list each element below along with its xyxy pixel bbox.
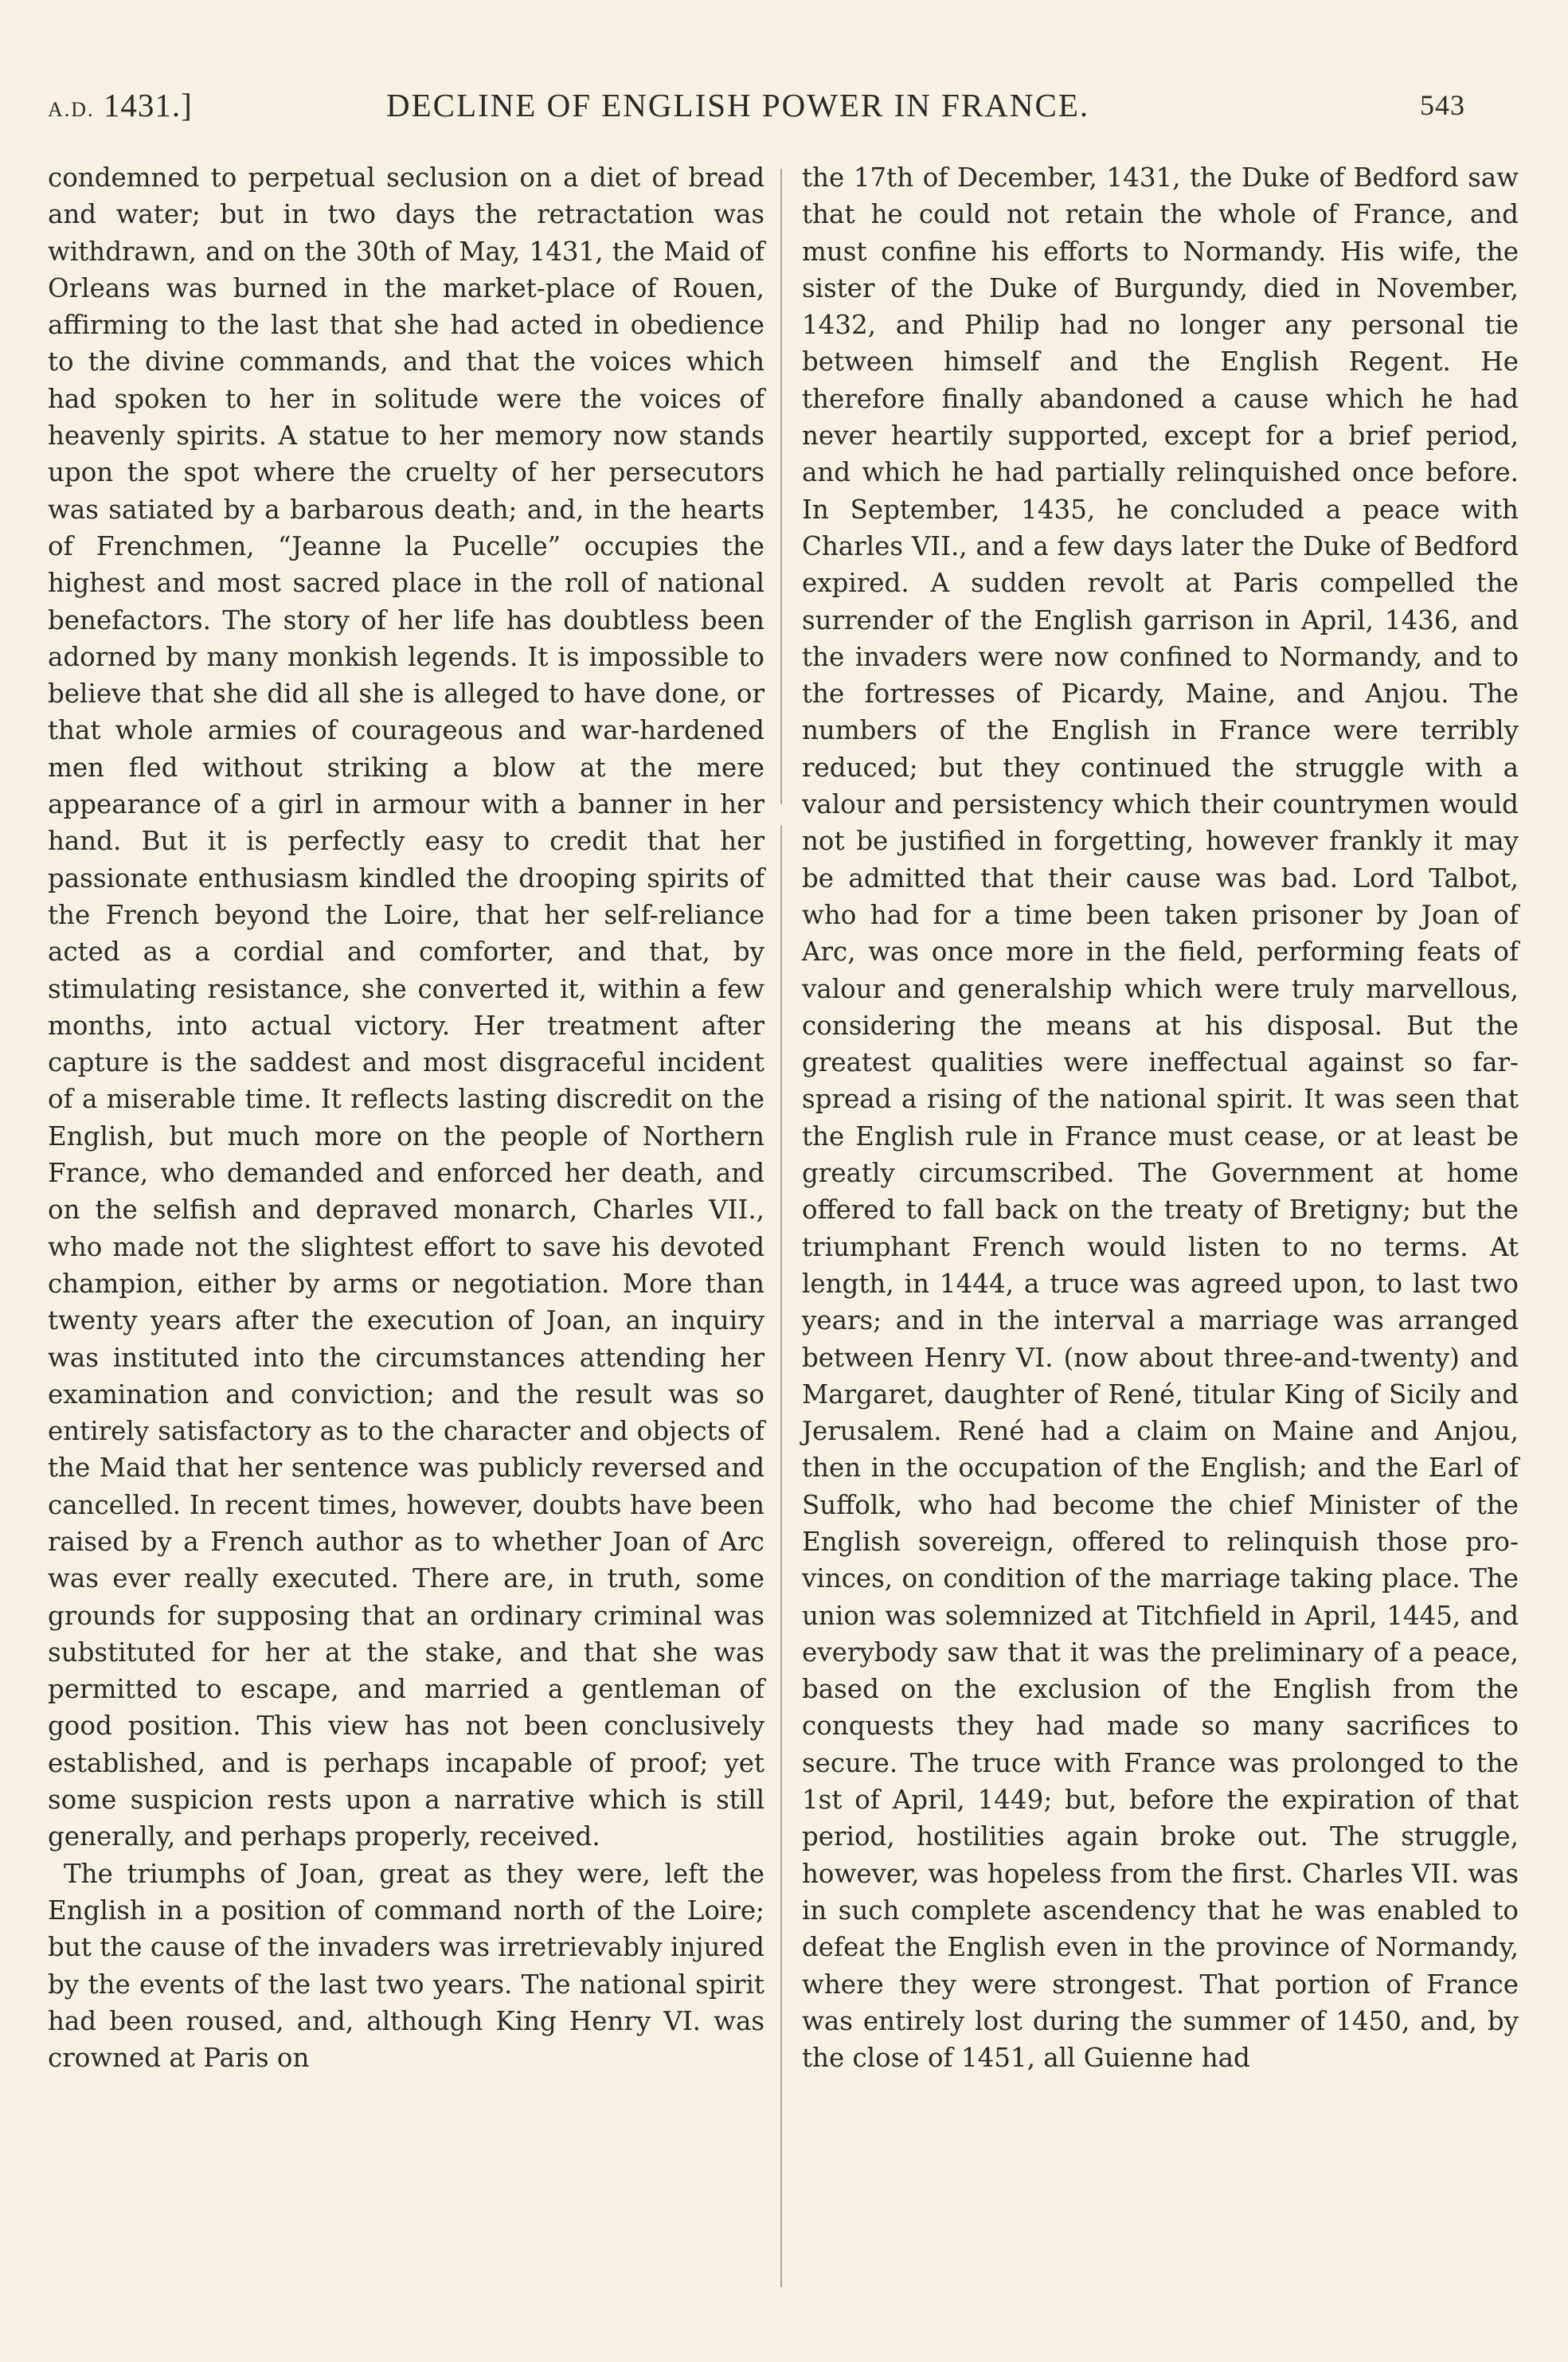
left-column [48, 159, 764, 2076]
column-divider [780, 169, 782, 2287]
running-head-title: DECLINE OF ENGLISH POWER IN FRANCE. [386, 87, 1090, 123]
paragraph: The triumphs of Joan, great as they were, left the English in a position of command north of the Loire; but the cause of the invaders was irretrievably injured by the events of the last two years. The national spirit had been roused, and, although King Henry VI. was crowned at Paris on [48, 1858, 764, 2074]
running-head [48, 86, 1465, 134]
paragraph: condemned to perpetual seclusion on a diet of bread and water; but in two days the retractation was withdrawn, and on the 30th of May, 1431, the Maid of Orleans was burned in the market-place of Rouen, affirming to the last that she had acted in obedience to the divine commands, and that the voices which had spoken to her in solitude were the voices of heavenly spirits. A statue to her memory now stands upon the spot where the cruelty of her persecutors was satiated by a barbarous death; and, in the hearts of Frenchmen, “Jeanne la Pucelle” occupies the highest and most sacred place in the roll of national benefactors. The story of her life has doubtless been adorned by many monkish legends. It is impossible to believe that she did all she is alleged to have done, or that whole armies of courageous and war-hardened men fled without striking a blow at the mere appearance of a girl in armour with a banner in her hand. But it is perfectly easy to credit that her passionate enthusiasm kindled the drooping spirits of the French beyond the Loire, that her self-reliance acted as a cordial and comforter, and that, by stimulating resistance, she converted it, within a few months, into actual victory. Her treatment after capture is the saddest and most disgraceful incident of a miserable time. It reflects lasting discredit on the English, but much more on the people of Northern France, who demanded and enforced her death, and on the selfish and depraved monarch, Charles VII., who made not the slightest effort to save his devoted champion, either by arms or negotiation. More than twenty years after the execution of Joan, an inquiry was instituted into the circumstances attending her examination and conviction; and the result was so entirely satisfactory as to the character and objects of the Maid that her sentence was publicly reversed and cancelled. In recent times, however, doubts have been raised by a French author as to whether Joan of Arc was ever really executed. There are, in truth, some grounds for supposing that an ordinary criminal was substituted for her at the stake, and that she was permitted to escape, and married a gentleman of good position. This view has not been conclusively established, and is perhaps incapable of proof; yet some suspicion rests upon a narrative which is still generally, and perhaps properly, received. [48, 162, 764, 1852]
running-head-ad: A.D. [48, 98, 95, 121]
page-number: 543 [1420, 89, 1465, 121]
running-head-year: 1431.] [103, 87, 193, 123]
right-column [802, 159, 1519, 2076]
paragraph: the 17th of December, 1431, the Duke of Bedford saw that he could not retain the whole of France, and must confine his efforts to Normandy. His wife, the sister of the Duke of Burgundy, died in November, 1432, and Philip had no longer any personal tie between himself and the English Regent. He therefore finally abandoned a cause which he had never heartily supported, except for a brief period, and which he had partially relinquished once before. In September, 1435, he concluded a peace with Charles VII., and a few days later the Duke of Bedford expired. A sudden revolt at Paris compelled the surrender of the English garrison in April, 1436, and the invaders were now confined to Normandy, and to the fortresses of Picardy, Maine, and Anjou. The numbers of the English in France were terribly reduced; but they continued the struggle with a valour and persistency which their countrymen would not be justified in forgetting, however frankly it may be admitted that their cause was bad. Lord Talbot, who had for a time been taken prisoner by Joan of Arc, was once more in the field, performing feats of valour and generalship which were truly marvellous, considering the means at his disposal. But the greatest qualities were ineffectual against so far-spread a rising of the national spirit. It was seen that the English rule in France must cease, or at least be greatly circumscribed. The Government at home offered to fall back on the treaty of Bretigny; but the triumphant French would listen to no terms. At length, in 1444, a truce was agreed upon, to last two years; and in the interval a marriage was arranged between Henry VI. (now about three-and-twenty) and Margaret, daughter of René, titular King of Sicily and Jerusalem. René had a claim on Maine and Anjou, then in the occupation of the English; and the Earl of Suffolk, who had become the chief Minister of the English sovereign, offered to relinquish those provinces, on condition of the marriage taking place. The union was solemnized at Titchfield in April, 1445, and everybody saw that it was the preliminary of a peace, based on the exclusion of the English from the conquests they had made so many sacrifices to secure. The truce with France was prolonged to the 1st of April, 1449; but, before the expiration of that period, hostilities again broke out. The struggle, however, was hopeless from the first. Charles VII. was in such complete ascendency that he was enabled to defeat the English even in the province of Normandy, where they were strongest. That portion of France was entirely lost during the summer of 1450, and, by the close of 1451, all Guienne had [802, 162, 1519, 2074]
running-head-date [48, 86, 193, 124]
